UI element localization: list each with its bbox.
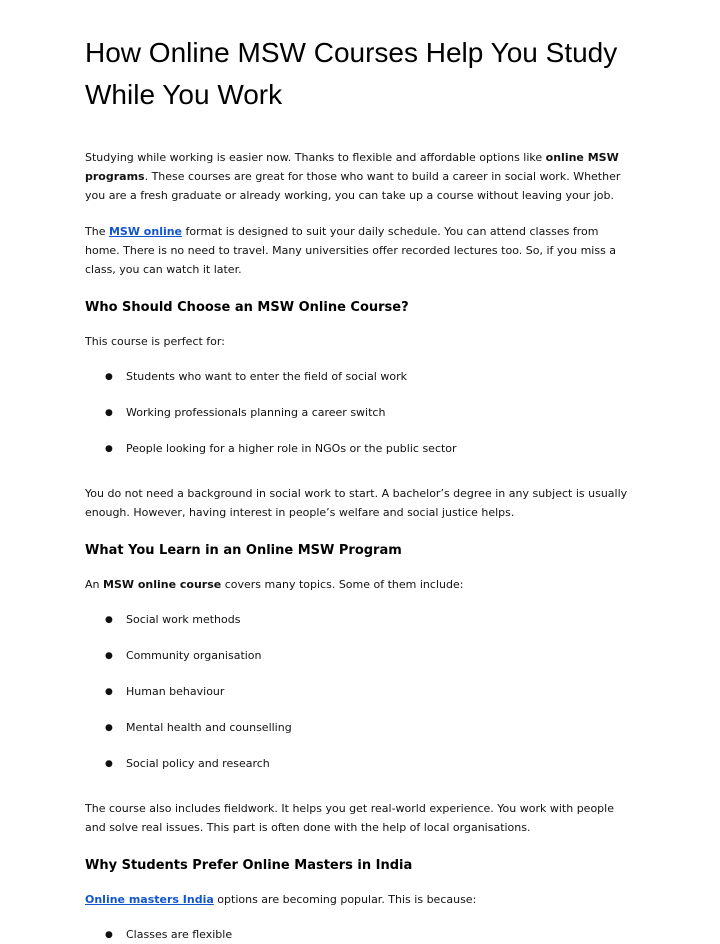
msw-online-link[interactable]: MSW online	[108, 225, 183, 238]
learn-intro-end: covers many topics. Some of them include:	[221, 578, 464, 591]
why-list	[85, 926, 634, 944]
list-item-text: Human behaviour	[126, 685, 225, 698]
section-learn-outro: The course also includes fieldwork. It helps you get real-world experience. You work with people and solve real issues. This part is often done with the help of local organisations.	[85, 802, 614, 834]
learn-list	[85, 611, 634, 773]
list-item-text: Community organisation	[126, 649, 262, 662]
bullet-icon: ●	[105, 372, 113, 382]
bullet-icon: ●	[105, 759, 113, 769]
section-heading-why: Why Students Prefer Online Masters in India	[85, 858, 413, 873]
list-item-text: Social work methods	[126, 613, 241, 626]
intro-text-start: Studying while working is easier now. Thanks to flexible and affordable options like	[85, 151, 546, 164]
list-item	[85, 611, 634, 629]
bullet-icon: ●	[105, 723, 113, 733]
section-heading-who: Who Should Choose an MSW Online Course?	[85, 300, 409, 315]
section-learn-intro	[85, 575, 634, 594]
list-item-text: Mental health and counselling	[126, 721, 292, 734]
online-masters-india-link[interactable]: Online masters India	[85, 893, 214, 906]
bullet-icon: ●	[105, 408, 113, 418]
who-list	[85, 368, 634, 458]
list-item-text: Social policy and research	[126, 757, 270, 770]
section-heading-learn: What You Learn in an Online MSW Program	[85, 543, 402, 558]
bullet-icon: ●	[105, 687, 113, 697]
section-who-intro: This course is perfect for:	[85, 335, 225, 348]
list-item	[85, 404, 634, 422]
bullet-icon: ●	[105, 615, 113, 625]
intro-paragraph	[85, 148, 634, 205]
list-item	[85, 683, 634, 701]
why-intro-end: options are becoming popular. This is because:	[213, 893, 477, 906]
list-item-text: Working professionals planning a career switch	[126, 406, 386, 419]
list-item	[85, 926, 634, 944]
bullet-icon: ●	[105, 444, 113, 454]
format-text-start: The	[85, 225, 109, 238]
list-item	[85, 647, 634, 665]
intro-text-end: . These courses are great for those who want to build a career in social work. Whether you are a fresh graduate or already working, you can take up a course without leaving your job.	[85, 170, 621, 202]
learn-intro-bold: MSW online course	[103, 578, 222, 591]
format-text-end: format is designed to suit your daily schedule. You can attend classes from home. There is no need to travel. Many universities offer recorded lectures too. So, if you miss a class, you can watch it later.	[85, 225, 617, 276]
bullet-icon: ●	[105, 930, 113, 940]
list-item	[85, 755, 634, 773]
format-paragraph	[85, 222, 634, 279]
section-why-intro	[85, 890, 634, 909]
intro-bold-phrase: online MSW programs	[85, 151, 619, 183]
list-item-text: Classes are flexible	[126, 928, 233, 941]
bullet-icon: ●	[105, 651, 113, 661]
list-item	[85, 719, 634, 737]
learn-intro-start: An	[85, 578, 103, 591]
list-item	[85, 368, 634, 386]
section-who-outro: You do not need a background in social work to start. A bachelor’s degree in any subject is usually enough. However, having interest in people’s welfare and social justice helps.	[85, 487, 628, 519]
list-item-text: People looking for a higher role in NGOs or the public sector	[126, 442, 457, 455]
list-item	[85, 440, 634, 458]
page-title: How Online MSW Courses Help You Study While You Work	[85, 37, 618, 110]
list-item-text: Students who want to enter the field of social work	[126, 370, 407, 383]
